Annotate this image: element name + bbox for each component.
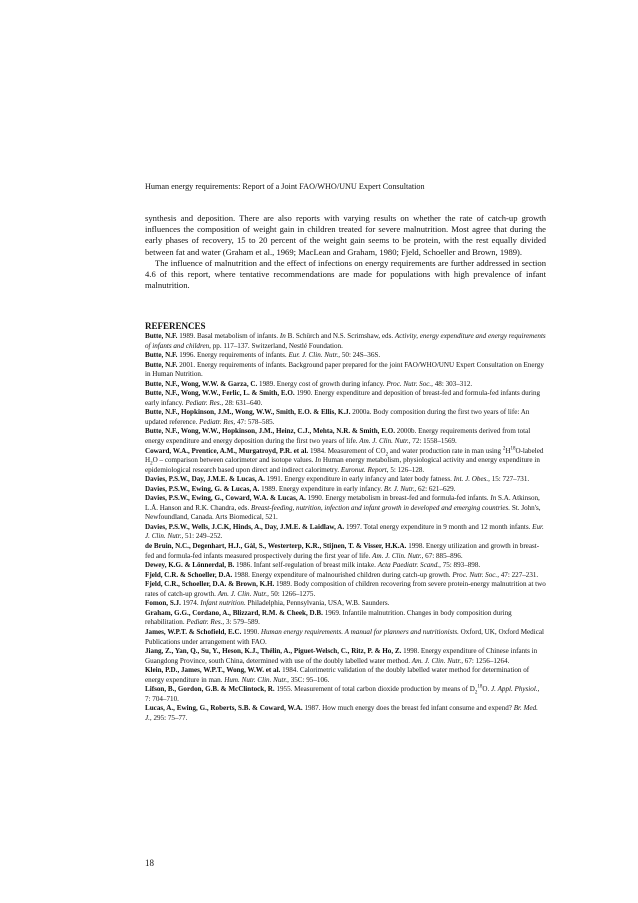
- reference-text: et al.: [264, 666, 281, 675]
- reference-text: 67: 1256–1264.: [463, 656, 510, 665]
- reference-authors: Lifson, B., Gordon, G.B. & McClintock, R.: [145, 685, 275, 694]
- reference-text: 67: 885–896.: [423, 551, 463, 560]
- reference-text: 1991. Energy expenditure in early infancy and later body fatness.: [264, 475, 454, 484]
- reference-text: Human energy metabolism, physiological activity and energy expenditure in epidemiological research based upon direct and indirect calorimetry.: [145, 456, 540, 474]
- reference-italic-text: Int. J. Obes.,: [453, 475, 490, 484]
- reference-text: 62: 621–629.: [416, 484, 456, 493]
- reference-authors: de Bruin, N.C., Degenhart, H.J., Gàl, S., Westerterp, K.R., Stijnen, T. & Visser, H.K.A.: [145, 542, 407, 551]
- reference-authors: Butte, N.F., Wong, W.W. & Garza, C.: [145, 379, 258, 388]
- reference-entry: [145, 494, 546, 523]
- reference-entry: [145, 351, 546, 361]
- reference-text: St. John's, Newfoundland, Canada. Arts Biomedical, 521.: [145, 503, 541, 522]
- reference-text: O – comparison between calorimeter and isotope values.: [152, 456, 316, 465]
- reference-text: 47: 578–585.: [235, 417, 275, 426]
- running-header: Human energy requirements: Report of a Joint FAO/WHO/UNU Expert Consultation: [145, 182, 425, 191]
- reference-italic-text: In: [279, 332, 286, 340]
- reference-authors: Fjeld, C.R. & Schoeller, D.A.: [145, 570, 233, 579]
- body-paragraph: [145, 213, 546, 258]
- reference-text: Philadelphia, Pennsylvania, USA, W.B. Saunders.: [245, 599, 390, 608]
- document-page: [145, 0, 546, 903]
- reference-text: 50: 24S–36S.: [340, 351, 381, 360]
- reference-authors: Butte, N.F.: [145, 332, 178, 340]
- reference-text: 7: 704–710.: [145, 694, 179, 703]
- reference-authors: Davies, P.S.W., Ewing, G., Coward, W.A. & Lucas, A.: [145, 494, 306, 503]
- reference-text: 2: [385, 451, 389, 457]
- reference-text: 2001. Energy requirements of infants. Background paper prepared for the joint FAO/WHO/UNU Expert Consultation on Energy in Human Nutrition.: [145, 360, 544, 379]
- reference-italic-text: Br. J. Nutr.,: [383, 484, 417, 493]
- reference-authors: Davies, P.S.W., Wells, J.C.K, Hinds, A., Day, J.M.E. & Laidlaw, A.: [145, 522, 345, 531]
- reference-italic-text: Eur. J. Clin. Nutr.,: [288, 351, 341, 360]
- reference-text: 1989. Energy cost of growth during infancy.: [257, 379, 387, 388]
- reference-italic-text: Pediatr. Res,: [199, 417, 236, 426]
- reference-entry: [145, 427, 546, 446]
- reference-italic-text: Am. J. Clin. Nutr.,: [217, 589, 269, 598]
- reference-text: 295: 75–77.: [151, 713, 188, 722]
- reference-entry: [145, 580, 546, 599]
- paragraph-text: synthesis and deposition. There are also reports with varying results on whether the rate of catch-up growth influences the composition of weight gain in children treated for severe malnutrition. Most agree that during the early phases of recovery, 15 to 20 percent of the weight gain seems to be protein, with the rest equally divided between fat and water (Graham et al., 1969; MacLean and Graham, 1980; Fjeld, Schoeller and Brown, 1989).: [145, 213, 546, 257]
- reference-authors: Butte, N.F., Wong, W.W., Ferlic, L. & Smith, E.O.: [145, 389, 295, 398]
- reference-text: 1989. Basal metabolism of infants.: [177, 332, 280, 340]
- reference-text: 2000b. Energy requirements derived from total energy expenditure and energy deposition during the first two years of life.: [145, 427, 531, 446]
- reference-entry: [145, 389, 546, 408]
- reference-entry: [145, 361, 546, 380]
- reference-list: [145, 332, 546, 723]
- reference-text: 18: [510, 446, 516, 452]
- reference-text: 1984. Measurement of CO: [308, 446, 386, 455]
- reference-text: 75: 893–898.: [440, 561, 481, 570]
- reference-italic-text: In: [315, 456, 322, 465]
- reference-italic-text: In: [490, 494, 497, 503]
- reference-text: 1984. Calorimetric validation of the doubly labelled water method for determination of energy expenditure in man.: [145, 666, 530, 684]
- reference-authors: Butte, N.F.: [145, 360, 178, 369]
- reference-text: 1988. Energy expenditure of malnourished children during catch-up growth.: [232, 570, 453, 579]
- reference-entry: [145, 542, 546, 561]
- reference-entry: [145, 628, 546, 647]
- reference-text: 1990. Energy metabolism in breast-fed and formula-fed infants.: [305, 494, 491, 503]
- reference-text: 35C: 95–106.: [288, 675, 330, 684]
- reference-entry: [145, 408, 546, 427]
- reference-entry: [145, 609, 546, 628]
- body-text: [145, 213, 546, 291]
- reference-entry: [145, 447, 546, 476]
- reference-text: 2: [474, 690, 478, 696]
- reference-text: O.: [482, 685, 491, 694]
- reference-text: 1989. Energy expenditure in early infancy.: [259, 484, 384, 493]
- reference-italic-text: Br. Med. J.,: [145, 704, 538, 722]
- reference-italic-text: Am. J. Clin. Nutr.,: [411, 656, 463, 665]
- reference-text: 47: 227–231.: [498, 570, 539, 579]
- reference-entry: [145, 561, 546, 571]
- reference-entry: [145, 704, 546, 723]
- reference-entry: [145, 647, 546, 666]
- reference-italic-text: Infant nutrition.: [200, 599, 246, 608]
- reference-italic-text: Euronut. Report: [340, 465, 387, 474]
- reference-italic-text: Pediatr. Res.,: [186, 618, 225, 627]
- reference-text: 1955. Measurement of total carbon dioxide production by means of D: [274, 685, 475, 694]
- reference-text: B. Schürch and N.S. Scrimshaw, eds.: [285, 332, 395, 340]
- reference-text: 1987. How much energy does the breast fed infant consume and expend?: [302, 704, 514, 713]
- reference-text: 2: [150, 461, 153, 467]
- reference-entry: [145, 523, 546, 542]
- reference-text: 1989. Body composition of children recovering from severe protein-energy malnutrition at two rates of catch-up growth.: [145, 580, 546, 598]
- reference-text: 1997. Total energy expenditure in 9 month and 12 month infants.: [344, 522, 533, 531]
- reference-authors: James, W.P.T. & Schofield, E.C.: [145, 627, 242, 636]
- paragraph-text: The influence of malnutrition and the effect of infections on energy requirements are further addressed in section 4.6 of this report, where tentative recommendations are made for populations with high prevalence of infant malnutrition.: [145, 257, 546, 291]
- reference-text: 1990.: [241, 627, 261, 636]
- reference-text: 1969. Infantile malnutrition. Changes in body composition during rehabilitation.: [145, 608, 512, 627]
- reference-authors: Davies, P.S.W., Day, J.M.E. & Lucas, A.: [145, 475, 265, 484]
- reference-text: , 5: 126–128.: [386, 465, 425, 474]
- references-section: [145, 321, 546, 723]
- reference-authors: Graham, G.G., Cordano, A., Blizzard, R.M. & Cheek, D.B.: [145, 608, 323, 617]
- reference-text: 1998. Energy utilization and growth in breast-fed and formula-fed infants measured prospectively during the first year of life.: [145, 542, 540, 560]
- reference-authors: Fomon, S.J.: [145, 599, 181, 608]
- reference-italic-text: Eur. J. Clin. Nutr.,: [145, 522, 544, 541]
- reference-authors: Butte, N.F., Wong, W.W., Hopkinson, J.M., Heinz, C.J., Mehta, N.R. & Smith, E.O.: [145, 427, 396, 436]
- reference-text: 50: 1266–1275.: [268, 589, 316, 598]
- reference-italic-text: Proc. Nutr. Soc.,: [452, 570, 499, 579]
- reference-italic-text: Breast-feeding, nutrition, infection and infant growth in developed and emerging countries.: [251, 503, 511, 512]
- reference-text: 18: [477, 684, 483, 690]
- reference-italic-text: Human energy requirements. A manual for planners and nutritionists.: [260, 627, 459, 636]
- reference-italic-text: J. Appl. Physiol.,: [491, 685, 540, 694]
- reference-text: 51: 249–252.: [183, 532, 223, 541]
- reference-text: H: [505, 446, 511, 455]
- reference-italic-text: Pediatr. Res.,: [185, 398, 224, 407]
- reference-authors: Butte, N.F., Hopkinson, J.M., Wong, W.W., Smith, E.O. & Ellis, K.J.: [145, 408, 351, 417]
- reference-text: 1990. Energy expenditure and deposition of breast-fed and formula-fed infants during early infancy.: [145, 389, 541, 407]
- reference-authors: Butte, N.F.: [145, 351, 178, 360]
- reference-text: 2: [502, 446, 506, 452]
- reference-entry: [145, 599, 546, 609]
- reference-text: 28: 631–640.: [223, 398, 263, 407]
- reference-authors: Lucas, A., Ewing, G., Roberts, S.B. & Coward, W.A.: [145, 704, 303, 713]
- reference-entry: [145, 485, 546, 495]
- reference-text: O-labeled H: [145, 446, 544, 465]
- reference-text: Oxford, UK, Oxford Medical Publications under arrangement with FAO.: [145, 627, 544, 646]
- reference-text: 48: 303–312.: [432, 379, 473, 388]
- reference-italic-text: Acta Paediatr. Scand.,: [377, 561, 441, 570]
- reference-text: 3: 579–589.: [224, 618, 260, 627]
- page-number: 18: [145, 858, 154, 868]
- reference-text: et al.: [291, 446, 309, 455]
- reference-text: pp. 117–137. Switzerland, Nestlé Foundation.: [210, 341, 343, 350]
- reference-authors: Coward, W.A., Prentice, A.M., Murgatroyd, P.R.: [145, 446, 292, 455]
- body-paragraph: [145, 258, 546, 292]
- reference-italic-text: Activity, energy expenditure and energy requirements of infants and children,: [145, 332, 546, 350]
- reference-text: 1974.: [180, 599, 201, 608]
- reference-text: 1996. Energy requirements of infants.: [177, 351, 289, 360]
- reference-authors: Fjeld, C.R., Schoeller, D.A. & Brown, K.H.: [145, 580, 275, 589]
- reference-text: 72: 1558–1569.: [410, 437, 457, 446]
- reference-entry: [145, 685, 546, 704]
- reference-italic-text: Am. J. Clin. Nutr.,: [372, 551, 424, 560]
- reference-authors: Davies, P.S.W., Ewing, G. & Lucas, A.: [145, 484, 260, 493]
- reference-text: 2000a. Body composition during the first two years of life: An updated reference.: [145, 408, 530, 426]
- reference-entry: [145, 475, 546, 485]
- reference-text: 1986. Infant self-regulation of breast milk intake.: [234, 561, 378, 570]
- references-heading: REFERENCES: [145, 321, 206, 331]
- reference-entry: [145, 380, 546, 390]
- reference-authors: Jiang, Z., Yan, Q., Su, Y., Heson, K.J., Thélin, A., Piguet-Welsch, C., Ritz, P. & Ho, Z.: [145, 647, 402, 656]
- reference-text: and water production rate in man using: [388, 446, 503, 455]
- reference-text: S.A. Atkinson, L.Å. Hanson and R.K. Chandra, eds.: [145, 494, 540, 512]
- reference-entry: [145, 332, 546, 351]
- reference-italic-text: Hum. Nutr. Clin. Nutr.,: [224, 675, 289, 684]
- reference-entry: [145, 666, 546, 685]
- reference-authors: Dewey, K.G. & Lönnerdal, B.: [145, 561, 235, 570]
- reference-italic-text: Am. J. Clin. Nutr.,: [359, 437, 411, 446]
- reference-entry: [145, 571, 546, 581]
- reference-authors: Klein, P.D., James, W.P.T., Wong, W.W.: [145, 666, 264, 675]
- reference-text: 1998. Energy expenditure of Chinese infants in Guangdong Province, south China, determined with use of the doubly labelled water method.: [145, 647, 538, 665]
- reference-italic-text: Proc. Nutr. Soc.,: [386, 379, 433, 388]
- reference-text: 15: 727–731.: [489, 475, 530, 484]
